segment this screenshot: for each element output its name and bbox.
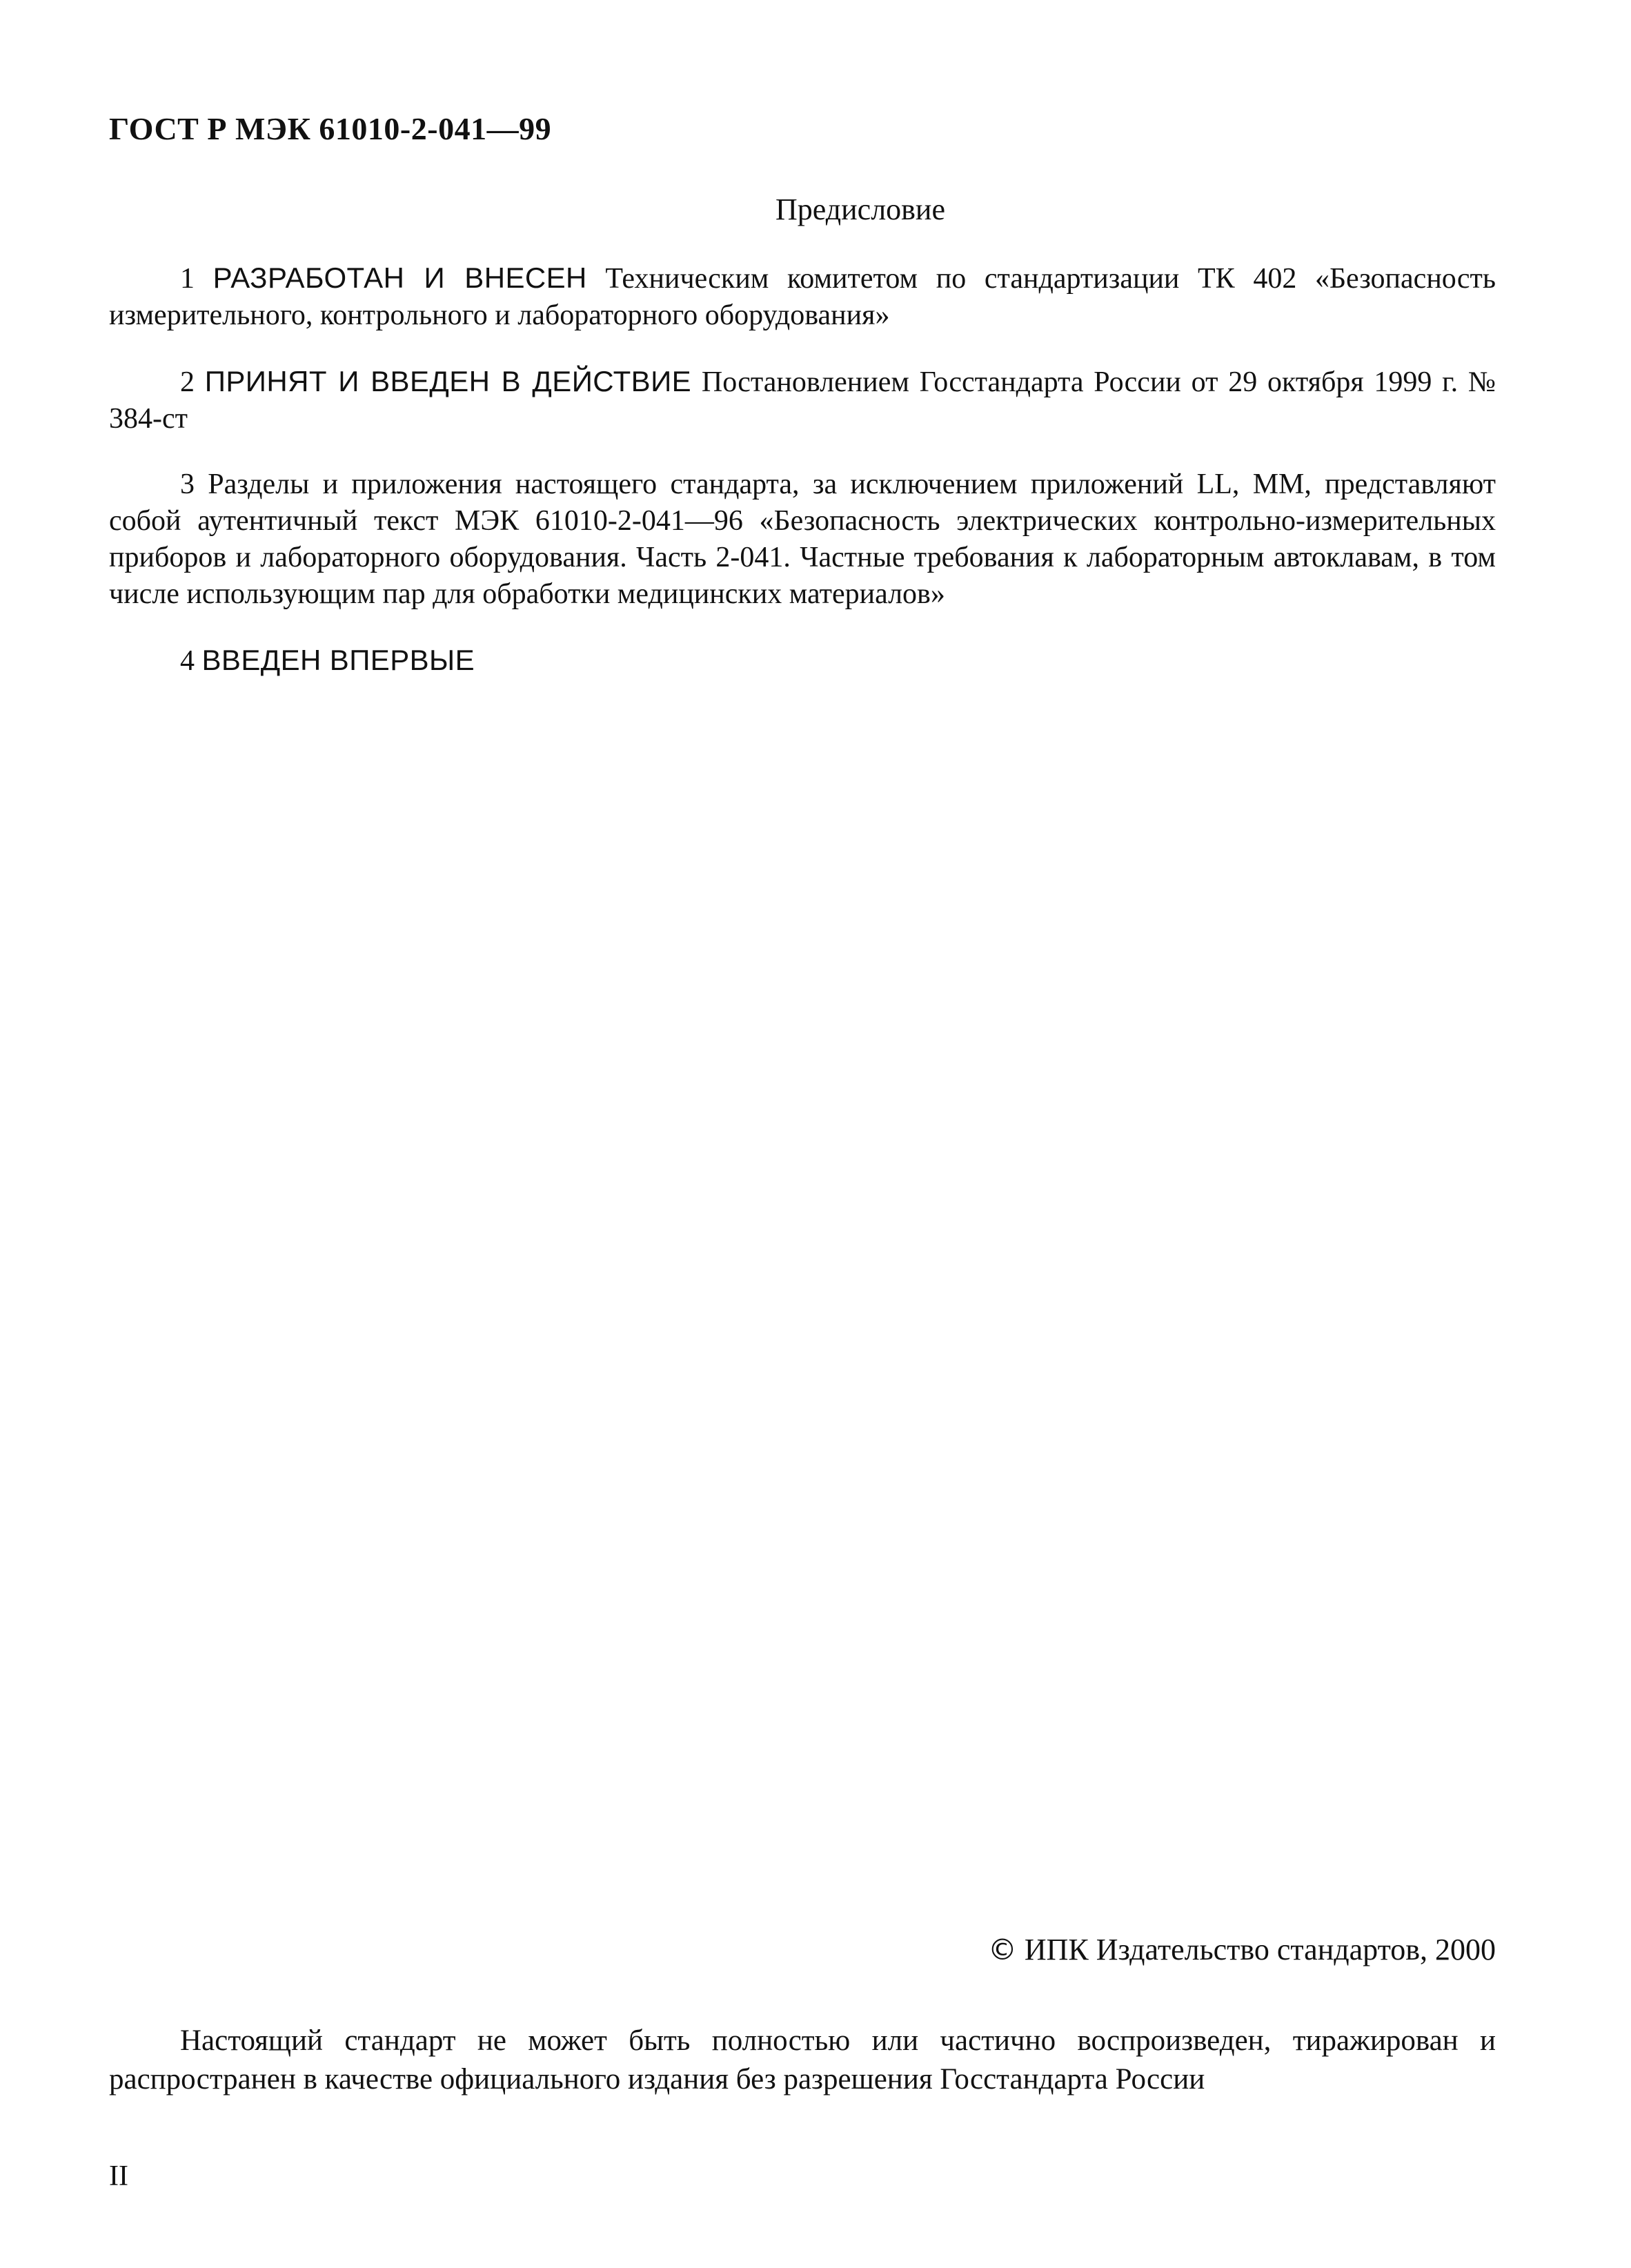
item-number: 3 [180, 469, 195, 500]
item-number: 1 [180, 263, 195, 295]
item-lead: РАЗРАБОТАН И ВНЕСЕН [212, 262, 587, 294]
page-number: II [109, 2160, 128, 2192]
copyright-text: ИПК Издательство стандартов, 2000 [1024, 1933, 1496, 1966]
item-number: 4 [180, 645, 195, 677]
foreword-item-1 [109, 259, 1496, 334]
item-text: Техническим комитетом по стандартизации ТК 402 «Безопасность измерительного, контрольного и лабораторного оборудования» [109, 263, 1496, 331]
item-lead: ВВЕДЕН ВПЕРВЫЕ [201, 644, 475, 676]
item-text: Постановлением Госстандарта России от 29 октября 1999 г. № 384-ст [109, 366, 1496, 435]
foreword-item-4 [109, 642, 1496, 680]
copyright-icon: © [987, 1933, 1017, 1966]
reproduction-notice [109, 2022, 1496, 2099]
section-title: Предисловие [775, 193, 945, 226]
item-lead: ПРИНЯТ И ВВЕДЕН В ДЕЙСТВИЕ [204, 365, 692, 397]
item-number: 2 [180, 366, 195, 398]
copyright-line [988, 1932, 1496, 1967]
item-text: Разделы и приложения настоящего стандарта, за исключением приложений LL, ММ, представляют собой аутентичный текст МЭК 61010-2-041—96 «Безопасность электрических контрольно-измерительных приборов и лабораторного оборудования. Часть 2-041. Частные требования к лабораторным автоклавам, в том числе использующим пар для обработки медицинских материалов» [109, 469, 1496, 610]
foreword-item-3 [109, 466, 1496, 613]
foreword-item-2 [109, 363, 1496, 437]
standard-code-header: ГОСТ Р МЭК 61010-2-041—99 [109, 111, 552, 146]
notice-text: Настоящий стандарт не может быть полностью или частично воспроизведен, тиражирован и распространен в качестве официального издания без разрешения Госстандарта России [109, 2024, 1496, 2096]
foreword-body [109, 259, 1496, 709]
